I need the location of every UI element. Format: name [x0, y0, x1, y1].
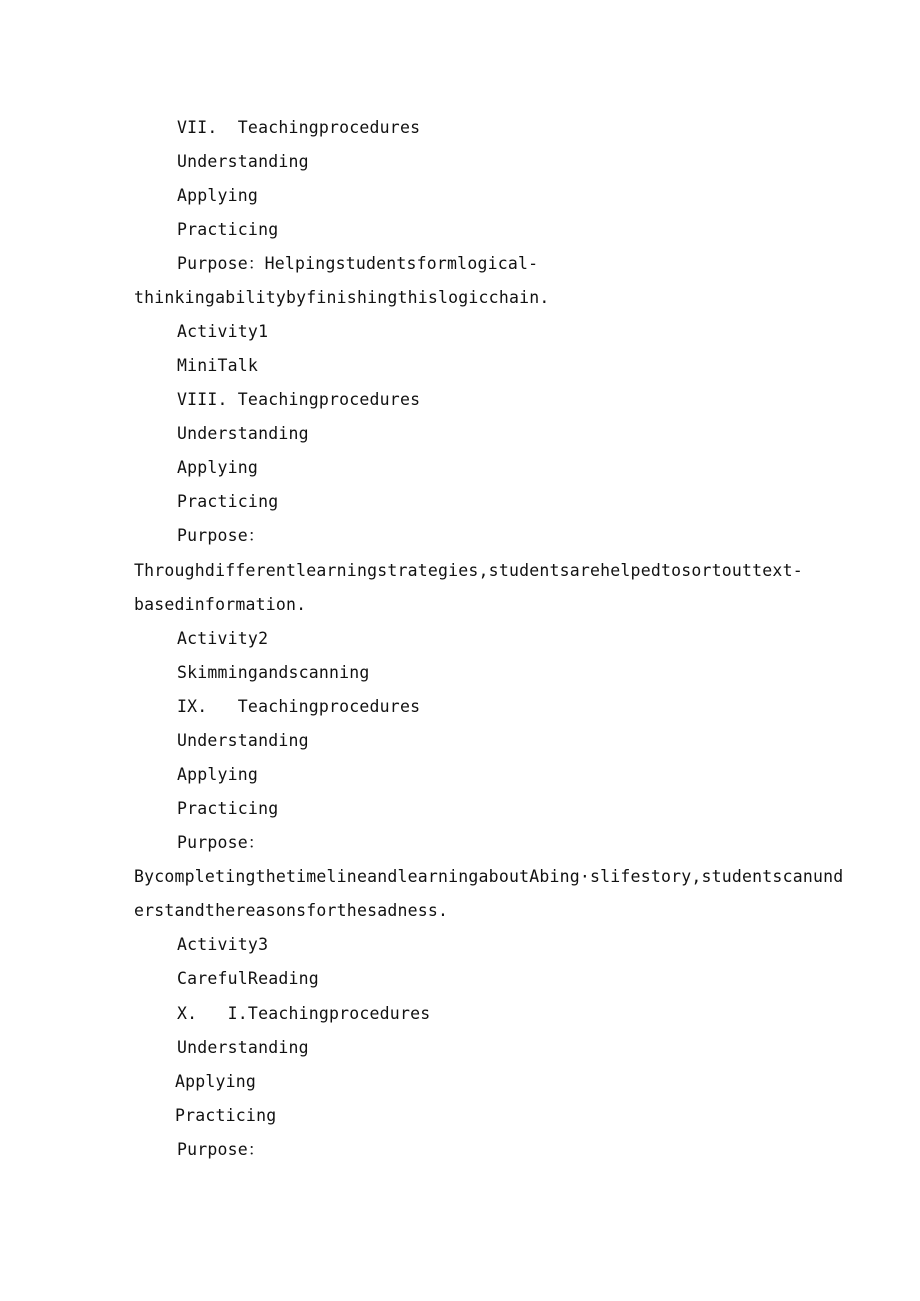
activity-name: Skimmingandscanning [177, 663, 370, 682]
step-practicing: Practicing [177, 492, 279, 511]
step-understanding: Understanding [177, 731, 309, 750]
purpose-line: Purpose： [177, 1140, 265, 1159]
section-heading: X. I.Teachingprocedures [177, 1004, 431, 1023]
section-heading: IX. Teachingprocedures [177, 697, 421, 716]
purpose-continuation: Throughdifferentlearningstrategies,studentsarehelpedtosortouttext- [134, 561, 803, 580]
purpose-line: Purpose： [177, 526, 265, 545]
purpose-continuation: erstandthereasonsforthesadness. [134, 901, 449, 920]
step-applying: Applying [177, 186, 259, 205]
purpose-line: Purpose： [177, 833, 265, 852]
step-practicing: Practicing [175, 1106, 277, 1125]
step-practicing: Practicing [177, 799, 279, 818]
step-practicing: Practicing [177, 220, 279, 239]
step-understanding: Understanding [177, 1038, 309, 1057]
purpose-continuation: thinkingabilitybyfinishingthislogicchain. [134, 288, 550, 307]
section-heading: VIII. Teachingprocedures [177, 390, 421, 409]
purpose-continuation: basedinformation. [134, 595, 307, 614]
purpose-continuation: BycompletingthetimelineandlearningaboutAbing·slifestory,studentscanund [134, 867, 844, 886]
step-applying: Applying [177, 765, 259, 784]
section-heading: VII. Teachingprocedures [177, 118, 421, 137]
step-understanding: Understanding [177, 424, 309, 443]
step-applying: Applying [175, 1072, 257, 1091]
activity-label: Activity3 [177, 935, 269, 954]
step-understanding: Understanding [177, 152, 309, 171]
step-applying: Applying [177, 458, 259, 477]
purpose-line: Purpose：Helpingstudentsformlogical- [177, 254, 539, 273]
activity-name: MiniTalk [177, 356, 259, 375]
activity-label: Activity1 [177, 322, 269, 341]
activity-name: CarefulReading [177, 969, 319, 988]
activity-label: Activity2 [177, 629, 269, 648]
